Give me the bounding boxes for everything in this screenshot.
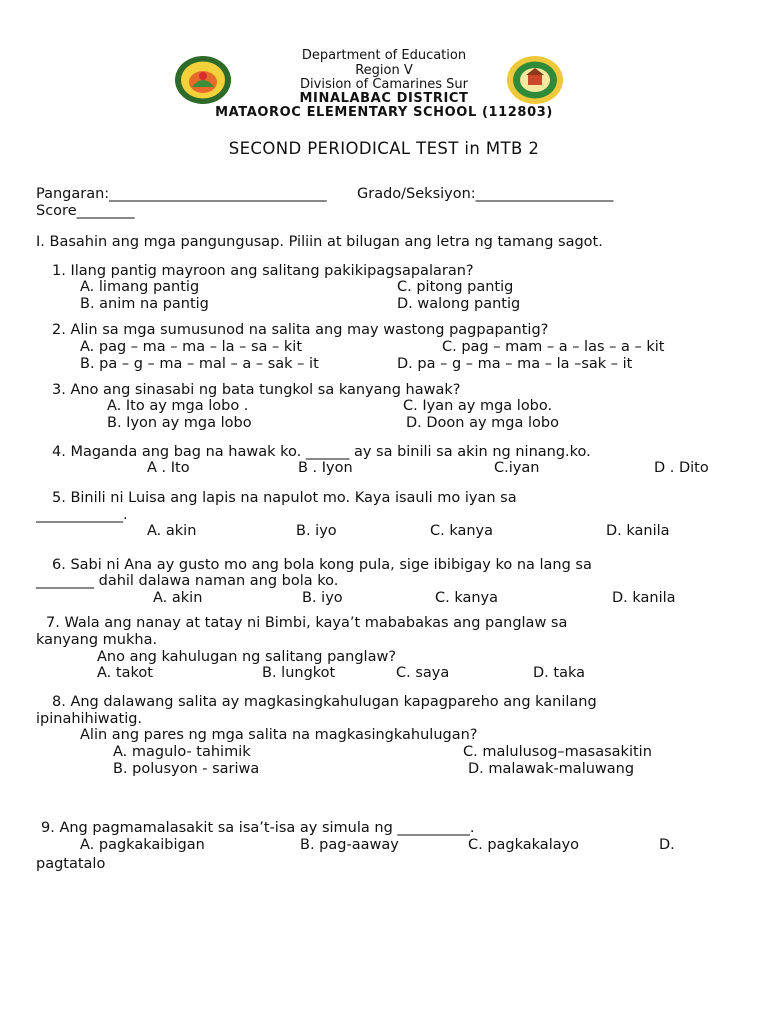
question-5-stem-continued: ____________.: [36, 507, 128, 523]
score-field[interactable]: Score________: [36, 203, 135, 219]
question-8-stem: 8. Ang dalawang salita ay magkasingkahulugan kapagpareho ang kanilang: [52, 694, 597, 710]
question-2-option-c[interactable]: C. pag – mam – a – las – a – kit: [442, 339, 665, 355]
question-3-stem: 3. Ano ang sinasabi ng bata tungkol sa kanyang hawak?: [52, 382, 461, 398]
question-1-option-d[interactable]: D. walong pantig: [397, 296, 521, 312]
question-7-stem-continued: kanyang mukha.: [36, 632, 158, 648]
question-4-option-a[interactable]: A . Ito: [147, 460, 190, 476]
question-6-option-c[interactable]: C. kanya: [435, 590, 499, 606]
question-3-option-c[interactable]: C. Iyan ay mga lobo.: [403, 398, 553, 414]
question-6-stem: 6. Sabi ni Ana ay gusto mo ang bola kong pula, sige ibibigay ko na lang sa: [52, 557, 592, 573]
question-1-option-a[interactable]: A. limang pantig: [80, 279, 200, 295]
question-7-option-d[interactable]: D. taka: [533, 665, 585, 681]
question-2-stem: 2. Alin sa mga sumusunod na salita ang may wastong pagpapantig?: [52, 322, 549, 338]
header-line-division: Division of Camarines Sur: [300, 77, 468, 92]
grade-section-field[interactable]: Grado/Seksiyon:___________________: [357, 186, 614, 202]
header-line-department: Department of Education: [301, 48, 467, 63]
question-3-option-b[interactable]: B. Iyon ay mga lobo: [107, 415, 252, 431]
question-4-option-d[interactable]: D . Dito: [654, 460, 709, 476]
question-5-stem: 5. Binili ni Luisa ang lapis na napulot mo. Kaya isauli mo iyan sa: [52, 490, 517, 506]
question-1-option-c[interactable]: C. pitong pantig: [397, 279, 514, 295]
question-9-option-b[interactable]: B. pag-aaway: [300, 837, 399, 853]
question-7-option-b[interactable]: B. lungkot: [262, 665, 336, 681]
name-field[interactable]: Pangaran:______________________________: [36, 186, 327, 202]
question-6-option-a[interactable]: A. akin: [153, 590, 203, 606]
question-9-option-d-text[interactable]: pagtatalo: [36, 856, 106, 872]
question-6-option-b[interactable]: B. iyo: [302, 590, 343, 606]
question-9-stem: 9. Ang pagmamalasakit sa isa’t-isa ay simula ng __________.: [41, 820, 475, 836]
page-title: SECOND PERIODICAL TEST in MTB 2: [228, 139, 540, 158]
question-9-option-c[interactable]: C. pagkakalayo: [468, 837, 580, 853]
question-3-option-d[interactable]: D. Doon ay mga lobo: [406, 415, 559, 431]
question-5-option-c[interactable]: C. kanya: [430, 523, 494, 539]
question-1-stem: 1. Ilang pantig mayroon ang salitang pakikipagsapalaran?: [52, 263, 474, 279]
question-8-option-a[interactable]: A. magulo- tahimik: [113, 744, 251, 760]
question-7-subquestion: Ano ang kahulugan ng salitang panglaw?: [97, 649, 397, 665]
question-8-option-b[interactable]: B. polusyon - sariwa: [113, 761, 260, 777]
instruction: I. Basahin ang mga pangungusap. Piliin at bilugan ang letra ng tamang sagot.: [36, 234, 603, 250]
question-4-stem: 4. Maganda ang bag na hawak ko. ______ ay sa binili sa akin ng ninang.ko.: [52, 444, 591, 460]
question-7-option-a[interactable]: A. takot: [97, 665, 153, 681]
question-2-option-a[interactable]: A. pag – ma – ma – la – sa – kit: [80, 339, 303, 355]
question-2-option-b[interactable]: B. pa – g – ma – mal – a – sak – it: [80, 356, 319, 372]
header-district: MINALABAC DISTRICT: [299, 91, 469, 106]
question-4-option-b[interactable]: B . Iyon: [298, 460, 353, 476]
question-8-option-d[interactable]: D. malawak-maluwang: [468, 761, 635, 777]
question-5-option-d[interactable]: D. kanila: [606, 523, 670, 539]
question-3-option-a[interactable]: A. Ito ay mga lobo .: [107, 398, 249, 414]
question-9-option-a[interactable]: A. pagkakaibigan: [80, 837, 205, 853]
question-4-option-c[interactable]: C.iyan: [494, 460, 540, 476]
question-7-option-c[interactable]: C. saya: [396, 665, 450, 681]
header-school: MATAOROC ELEMENTARY SCHOOL (112803): [215, 105, 553, 120]
question-8-option-c[interactable]: C. malulusog–masasakitin: [463, 744, 652, 760]
question-9-option-d[interactable]: D.: [659, 837, 675, 853]
question-2-option-d[interactable]: D. pa – g – ma – ma – la –sak – it: [397, 356, 633, 372]
question-6-option-d[interactable]: D. kanila: [612, 590, 676, 606]
question-5-option-b[interactable]: B. iyo: [296, 523, 337, 539]
question-6-stem-continued: ________ dahil dalawa naman ang bola ko.: [36, 573, 339, 589]
header-line-region: Region V: [355, 63, 413, 78]
question-8-subquestion: Alin ang pares ng mga salita na magkasingkahulugan?: [80, 727, 478, 743]
question-5-option-a[interactable]: A. akin: [147, 523, 197, 539]
question-1-option-b[interactable]: B. anim na pantig: [80, 296, 209, 312]
question-7-stem: 7. Wala ang nanay at tatay ni Bimbi, kaya’t mababakas ang panglaw sa: [46, 615, 568, 631]
question-8-stem-continued: ipinahihiwatig.: [36, 711, 143, 727]
